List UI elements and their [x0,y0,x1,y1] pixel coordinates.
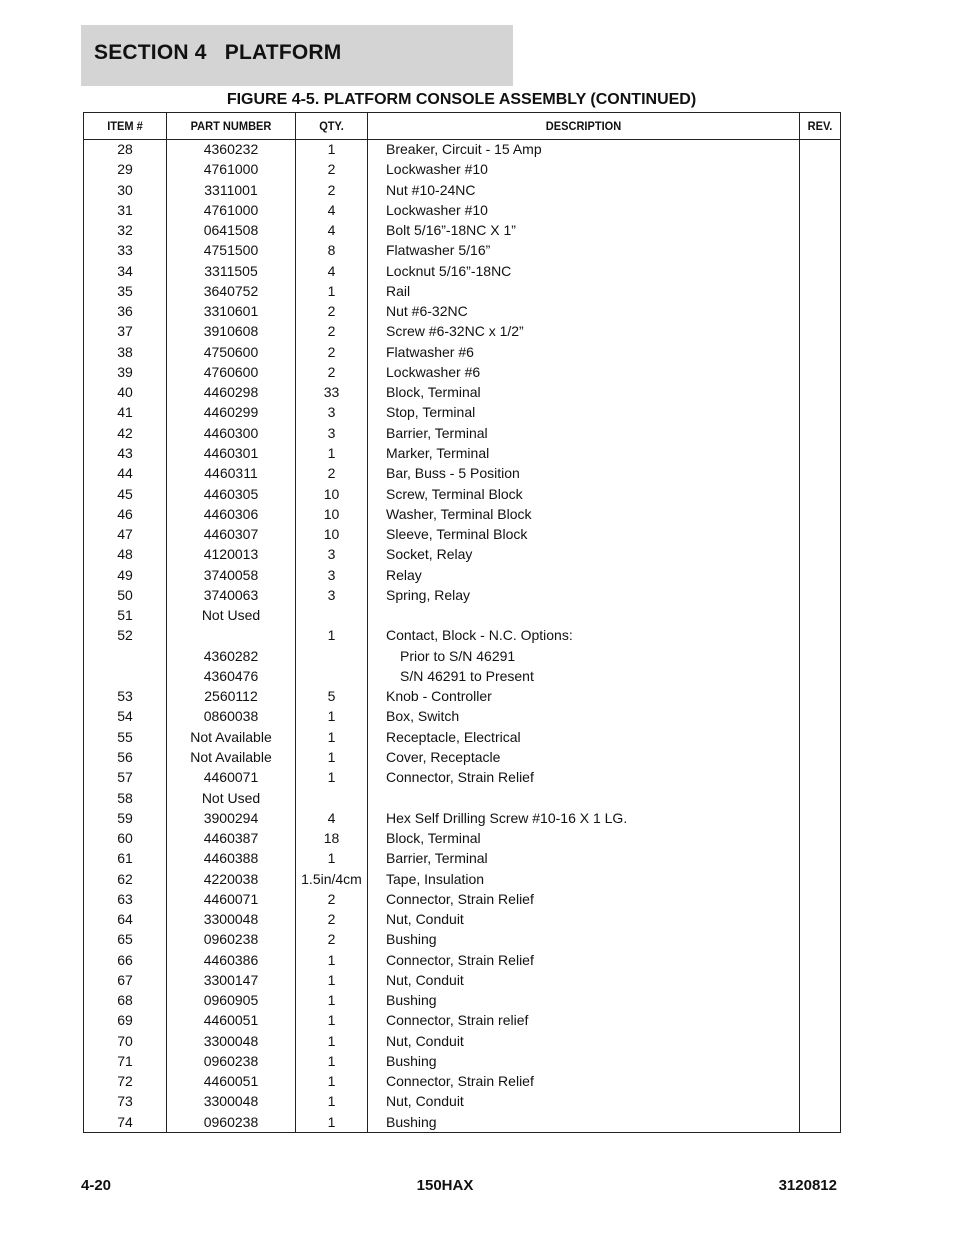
table-row [84,383,840,403]
footer-doc-number: 3120812 [778,1177,837,1194]
qty-cell: 8 [327,242,336,259]
description-cell: Flatwasher 5/16” [386,242,491,259]
table-row [84,545,840,565]
description-cell: Knob - Controller [386,688,492,705]
table-row [84,707,840,727]
table-row [84,687,840,707]
table-row [84,849,840,869]
qty-cell: 1 [327,1012,336,1029]
table-row [84,444,840,464]
table-row [84,606,840,626]
qty-cell: 2 [327,323,336,340]
description-cell: Barrier, Terminal [386,850,488,867]
description-cell: Block, Terminal [386,830,481,847]
description-cell: Sleeve, Terminal Block [386,526,528,543]
qty-cell: 1 [327,850,336,867]
qty-cell: 1 [327,1052,336,1069]
table-row [84,1092,840,1112]
table-row [84,647,840,667]
part-number-cell: 4761000 [203,201,259,218]
qty-cell: 5 [327,688,336,705]
qty-cell: 1 [327,444,336,461]
item-cell: 58 [117,789,133,806]
qty-cell: 1 [327,1032,336,1049]
item-cell: 52 [117,627,133,644]
description-cell: Block, Terminal [386,384,481,401]
item-cell: 54 [117,708,133,725]
table-row [84,403,840,423]
description-cell: Contact, Block - N.C. Options: [386,627,573,644]
table-row [84,464,840,484]
part-number-cell: 4220038 [203,870,259,887]
header-rev: REV. [807,119,833,133]
item-cell: 60 [117,830,133,847]
part-number-cell: 0960905 [203,992,259,1009]
qty-cell: 4 [327,262,336,279]
part-number-cell: 3900294 [203,809,259,826]
table-row [84,768,840,788]
description-cell: Nut, Conduit [386,971,464,988]
table-row [84,1113,840,1133]
footer-model: 150HAX [416,1177,474,1194]
table-row [84,890,840,910]
item-cell: 29 [117,161,133,178]
qty-cell: 4 [327,222,336,239]
qty-cell: 2 [327,465,336,482]
item-cell: 65 [117,931,133,948]
item-cell: 67 [117,971,133,988]
parts-table [83,112,841,1133]
part-number-cell: 4360232 [203,141,259,157]
description-cell: Connector, Strain Relief [386,1073,534,1090]
item-cell: 38 [117,343,133,360]
item-cell: 44 [117,465,133,482]
qty-cell: 3 [327,404,336,421]
part-number-cell: Not Used [201,789,261,806]
description-cell: Barrier, Terminal [386,424,488,441]
item-cell: 28 [117,141,133,157]
part-number-cell: 3740058 [203,566,259,583]
description-cell: Bolt 5/16”-18NC X 1” [386,222,516,239]
table-row [84,991,840,1011]
qty-cell: 2 [327,931,336,948]
table-row [84,1011,840,1031]
item-cell: 50 [117,586,133,603]
part-number-cell: 4460300 [203,424,259,441]
description-cell: Washer, Terminal Block [386,505,532,522]
qty-cell: 2 [327,343,336,360]
part-number-cell: 3310601 [203,303,259,320]
table-row [84,322,840,342]
item-cell: 66 [117,951,133,968]
item-cell: 63 [117,890,133,907]
description-cell: Nut, Conduit [386,911,464,928]
description-cell: Receptacle, Electrical [386,728,521,745]
item-cell: 68 [117,992,133,1009]
header-part-number: PART NUMBER [190,119,272,133]
part-number-cell: 4460071 [203,890,259,907]
table-row [84,626,840,646]
item-cell: 61 [117,850,133,867]
description-cell: Stop, Terminal [386,404,476,421]
qty-cell: 1 [327,282,336,299]
part-number-cell: 3311001 [204,181,258,198]
description-cell: Hex Self Drilling Screw #10-16 X 1 LG. [386,809,628,826]
table-row [84,728,840,748]
table-row [84,221,840,241]
table-row [84,1072,840,1092]
description-cell: Locknut 5/16”-18NC [386,262,512,279]
description-cell: Cover, Receptacle [386,748,501,765]
qty-cell: 1 [327,971,336,988]
item-cell: 31 [117,201,133,218]
table-row [84,485,840,505]
part-number-cell: 4751500 [203,242,259,259]
part-number-cell: 4460051 [203,1073,259,1090]
qty-cell: 10 [323,485,340,502]
qty-cell: 10 [323,505,340,522]
item-cell: 64 [117,911,133,928]
item-cell: 30 [117,181,133,198]
description-cell: Connector, Strain Relief [386,951,534,968]
qty-cell: 1 [327,769,336,786]
item-cell: 71 [117,1052,133,1069]
header-item: ITEM # [107,119,143,133]
table-row [84,809,840,829]
table-row [84,241,840,261]
item-cell: 72 [117,1073,133,1090]
table-row [84,343,840,363]
qty-cell: 2 [327,890,336,907]
section-title: SECTION 4 PLATFORM [94,41,342,64]
part-number-cell: 3300048 [203,1032,259,1049]
item-cell: 48 [117,546,133,563]
item-cell: 40 [117,384,133,401]
description-cell: Relay [386,566,422,583]
item-cell: 70 [117,1032,133,1049]
description-cell: Screw, Terminal Block [386,485,523,502]
item-cell: 41 [117,404,133,421]
table-row [84,829,840,849]
description-cell: Lockwasher #10 [386,161,488,178]
qty-cell: 3 [327,424,336,441]
part-number-cell: 0960238 [203,931,259,948]
qty-cell: 3 [327,546,336,563]
qty-cell: 1.5in/4cm [301,870,362,887]
item-cell: 33 [117,242,133,259]
table-row [84,930,840,950]
part-number-cell: 4460298 [203,384,259,401]
item-cell: 56 [117,748,133,765]
part-number-cell: 3300048 [203,911,259,928]
qty-cell: 4 [327,201,336,218]
item-cell: 53 [117,688,133,705]
part-number-cell: 0960238 [203,1052,259,1069]
part-number-cell: 3910608 [203,323,259,340]
description-cell: Breaker, Circuit - 15 Amp [386,141,542,157]
item-cell: 62 [117,870,133,887]
qty-cell: 33 [323,384,340,401]
part-number-cell: 3740063 [203,586,259,603]
part-number-cell: 4460311 [204,465,258,482]
qty-cell: 1 [327,951,336,968]
part-number-cell: 4460299 [203,404,259,421]
table-row [84,748,840,768]
qty-cell: 2 [327,363,336,380]
description-cell: Tape, Insulation [386,870,485,887]
table-row [84,910,840,930]
item-cell: 35 [117,282,133,299]
table-row [84,1052,840,1072]
description-cell: Prior to S/N 46291 [400,647,516,664]
description-cell: Flatwasher #6 [386,343,474,360]
footer-page-number: 4-20 [81,1177,112,1194]
qty-cell: 1 [327,728,336,745]
description-cell: Connector, Strain Relief [386,890,534,907]
table-row [84,282,840,302]
part-number-cell: 4460301 [203,444,259,461]
table-row [84,140,840,160]
part-number-cell: 3300147 [203,971,259,988]
qty-cell: 2 [327,181,336,198]
item-cell: 45 [117,485,133,502]
qty-cell: 2 [327,303,336,320]
table-body [84,140,840,1133]
table-row [84,181,840,201]
part-number-cell: 4360476 [203,667,259,684]
section-header [81,25,513,86]
qty-cell: 1 [327,627,336,644]
description-cell: S/N 46291 to Present [400,667,534,684]
part-number-cell: 4460387 [203,830,259,847]
item-cell: 37 [117,323,133,340]
table-row [84,971,840,991]
item-cell: 57 [117,769,133,786]
part-number-cell: 4460305 [203,485,259,502]
part-number-cell: Not Available [190,728,272,745]
description-cell: Connector, Strain relief [386,1012,529,1029]
part-number-cell: 4460307 [203,526,259,543]
part-number-cell: 0960238 [203,1113,259,1130]
part-number-cell: 4760600 [203,363,259,380]
qty-cell: 1 [327,708,336,725]
qty-cell: 1 [327,141,336,157]
item-cell: 69 [117,1012,133,1029]
table-row [84,789,840,809]
item-cell: 43 [117,444,133,461]
qty-cell: 4 [327,809,336,826]
qty-cell: 2 [327,161,336,178]
description-cell: Screw #6-32NC x 1/2” [386,323,524,340]
description-cell: Bar, Buss - 5 Position [386,465,520,482]
table-row [84,363,840,383]
item-cell: 51 [117,607,133,624]
description-cell: Marker, Terminal [386,444,490,461]
figure-title: FIGURE 4-5. PLATFORM CONSOLE ASSEMBLY (CONTINUED) [226,91,697,108]
description-cell: Connector, Strain Relief [386,769,534,786]
item-cell: 49 [117,566,133,583]
part-number-cell: 3300048 [203,1093,259,1110]
table-row [84,201,840,221]
part-number-cell: 0641508 [203,222,259,239]
part-number-cell: 4761000 [203,161,259,178]
description-cell: Box, Switch [386,708,460,725]
table-row [84,302,840,322]
description-cell: Bushing [386,1052,437,1069]
table-row [84,667,840,687]
item-cell: 32 [117,222,133,239]
table-row [84,1032,840,1052]
table-row [84,505,840,525]
qty-cell: 10 [323,526,340,543]
part-number-cell: Not Available [190,748,272,765]
item-cell: 46 [117,505,133,522]
item-cell: 73 [117,1093,133,1110]
item-cell: 47 [117,526,133,543]
description-cell: Rail [386,282,411,299]
header-description: DESCRIPTION [545,119,622,133]
table-row [84,951,840,971]
header-qty: QTY. [319,119,344,133]
table-row [84,586,840,606]
table-row [84,160,840,180]
part-number-cell: 4460388 [203,850,259,867]
description-cell: Bushing [386,992,437,1009]
part-number-cell: 4750600 [203,343,259,360]
part-number-cell: 4460386 [203,951,259,968]
qty-cell: 1 [327,992,336,1009]
part-number-cell: 3640752 [203,282,259,299]
part-number-cell: 0860038 [203,708,259,725]
part-number-cell: 2560112 [204,688,258,705]
part-number-cell: 4460071 [203,769,259,786]
part-number-cell: 4460051 [203,1012,259,1029]
table-row [84,424,840,444]
description-cell: Lockwasher #6 [386,363,481,380]
item-cell: 74 [117,1113,133,1130]
item-cell: 39 [117,363,133,380]
description-cell: Nut #6-32NC [386,303,468,320]
part-number-cell: 4460306 [203,505,259,522]
description-cell: Nut, Conduit [386,1093,464,1110]
part-number-cell: Not Used [201,607,261,624]
description-cell: Socket, Relay [386,546,473,563]
qty-cell: 2 [327,911,336,928]
table-row [84,870,840,890]
description-cell: Spring, Relay [386,586,471,603]
item-cell: 55 [117,728,133,745]
description-cell: Nut #10-24NC [386,181,476,198]
description-cell: Nut, Conduit [386,1032,464,1049]
table-row [84,525,840,545]
qty-cell: 18 [323,830,340,847]
part-number-cell: 3311505 [204,262,258,279]
item-cell: 59 [117,809,133,826]
qty-cell: 3 [327,566,336,583]
qty-cell: 1 [327,1113,336,1130]
description-cell: Lockwasher #10 [386,201,488,218]
description-cell: Bushing [386,1113,437,1130]
part-number-cell: 4120013 [203,546,259,563]
qty-cell: 1 [327,1073,336,1090]
qty-cell: 1 [327,748,336,765]
item-cell: 34 [117,262,133,279]
qty-cell: 1 [327,1093,336,1110]
item-cell: 42 [117,424,133,441]
table-row [84,262,840,282]
description-cell: Bushing [386,931,437,948]
table-row [84,566,840,586]
item-cell: 36 [117,303,133,320]
qty-cell: 3 [327,586,336,603]
part-number-cell: 4360282 [203,647,259,664]
